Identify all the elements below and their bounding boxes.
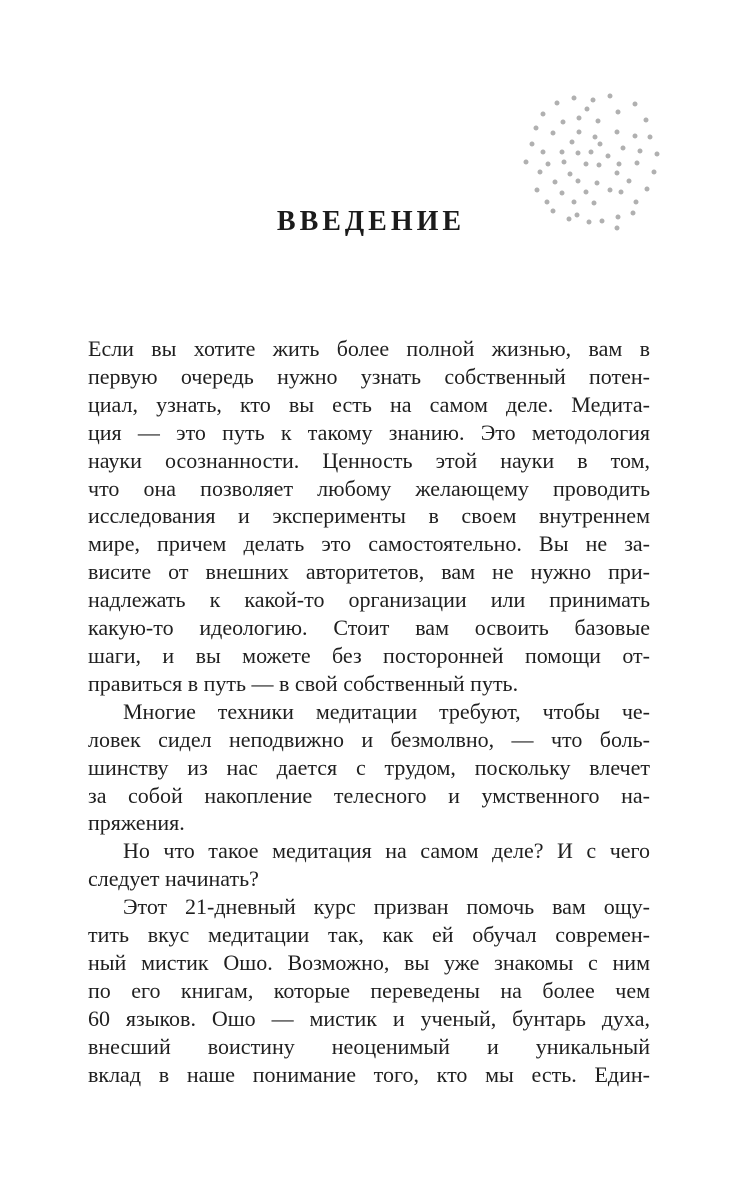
body-text-line: Но что такое медитация на самом деле? И с чего [123,838,650,864]
body-text-line: за собой накопление телесного и умственного на- [88,782,650,808]
body-text-line: ный мистик Ошо. Возможно, вы уже знакомы с ним [88,949,650,975]
body-text-line: исследования и эксперименты в своем внутреннем [88,503,650,529]
body-text-line: мире, причем делать это самостоятельно. Вы не за- [88,531,650,557]
paragraph [88,698,650,838]
body-text [88,335,650,1088]
body-text-line: надлежать к какой-то организации или принимать [88,587,650,613]
body-text-line: Если вы хотите жить более полной жизнью, вам в [88,336,650,361]
body-text-line: 60 языков. Ошо — мистик и ученый, бунтарь духа, [88,1005,650,1031]
body-text-line: пряжения. [88,810,185,836]
body-text-line: науки осознанности. Ценность этой науки в том, [88,447,650,473]
paragraph [88,837,650,893]
body-text-line: внесший воистину неоценимый и уникальный [88,1033,650,1059]
body-text-line: Этот 21-дневный курс призван помочь вам ощу- [123,894,650,920]
body-text-line: висите от внешних авторитетов, вам не нужно при- [88,559,650,585]
body-text-line: по его книгам, которые переведены на более чем [88,977,650,1003]
body-text-line: какую-то идеологию. Стоит вам освоить базовые [88,615,650,641]
body-text-line: вклад в наше понимание того, кто мы есть. Един- [88,1061,650,1087]
chapter-title: ВВЕДЕНИЕ [276,206,466,237]
paragraph [88,893,650,1088]
body-text-line: шинству из нас дается с трудом, поскольку влечет [88,754,650,780]
body-text-line: первую очередь нужно узнать собственный потен- [88,363,650,389]
body-text-line: Многие техники медитации требуют, чтобы че- [123,698,650,724]
body-text-line: ция — это путь к такому знанию. Это методология [88,419,650,445]
body-text-line: ловек сидел неподвижно и безмолвно, — что боль- [88,726,650,752]
body-text-line: тить вкус медитации так, как ей обучал современ- [88,922,650,948]
body-text-line: что она позволяет любому желающему проводить [88,475,650,501]
body-text-line: правиться в путь — в свой собственный путь. [88,670,519,696]
body-text-line: шаги, и вы можете без посторонней помощи от- [88,642,650,668]
paragraph [88,335,650,698]
body-text-line: циал, узнать, кто вы есть на самом деле. Медита- [88,391,650,417]
body-text-line: следует начинать? [88,866,259,892]
